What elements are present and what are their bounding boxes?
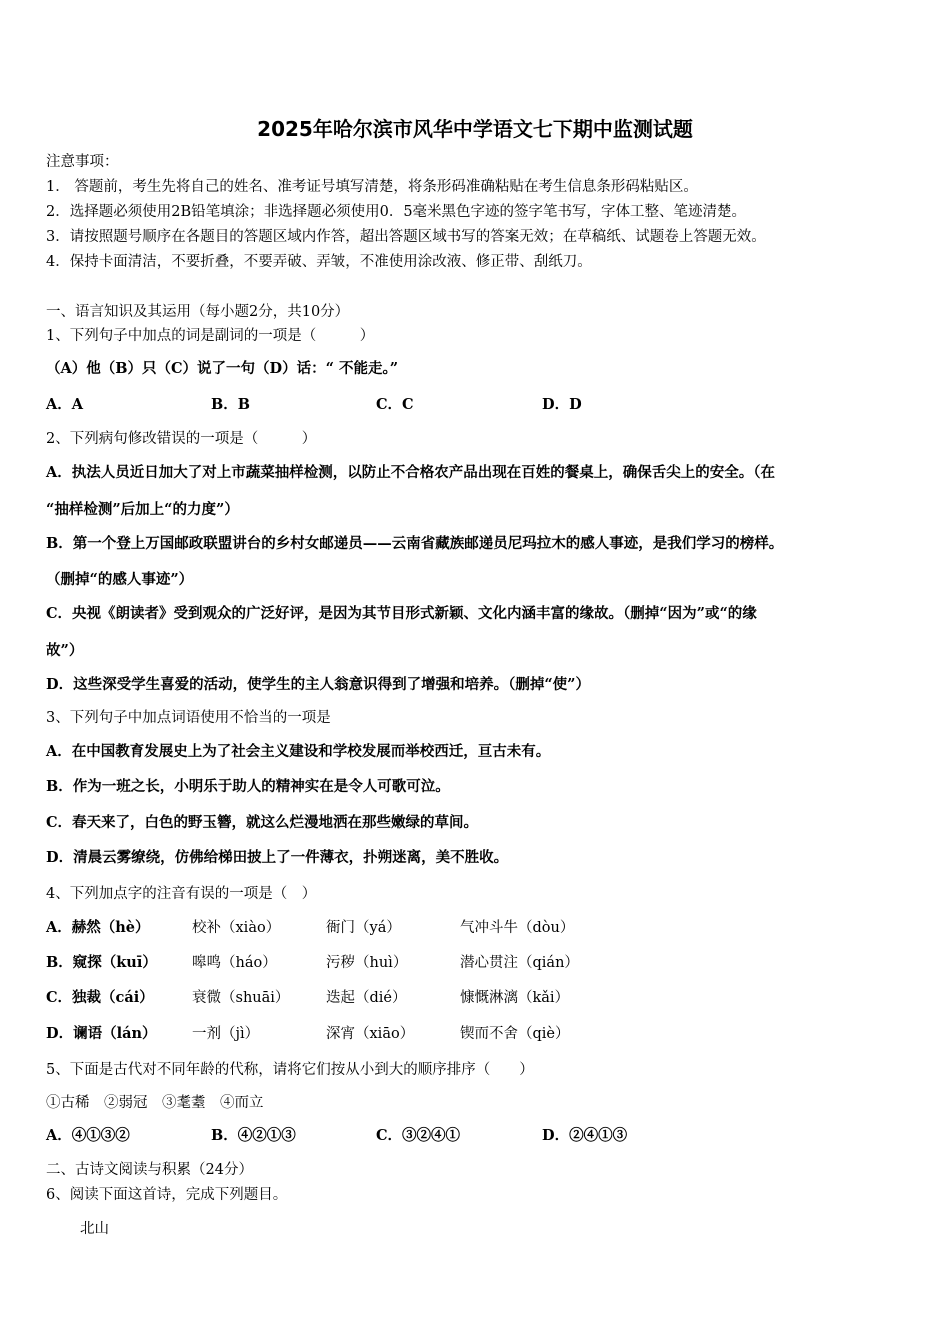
q5-items: ①古稀 ②弱冠 ③耄耋 ④而立 (46, 1095, 264, 1111)
q4-b-word-4: 潜心贯注（qián） (460, 955, 579, 971)
q4-stem: 4、下列加点字的注音有误的一项是（ ） (46, 886, 317, 902)
q4-b-word-2: 嗥鸣（háo） (192, 955, 277, 971)
q4-a-word-4: 气冲斗牛（dòu） (460, 920, 575, 936)
q5-option-a[interactable]: A．④①③② (46, 1127, 130, 1144)
q6-stem: 6、阅读下面这首诗，完成下列题目。 (46, 1187, 288, 1203)
q3-option-a: A．在中国教育发展史上为了社会主义建设和学校发展而举校西迁，亘古未有。 (46, 743, 551, 760)
q3-stem: 3、下列句子中加点词语使用不恰当的一项是 (46, 710, 331, 726)
q4-d-word-3: 深宵（xiāo） (326, 1026, 415, 1042)
notes-heading: 注意事项： (46, 154, 119, 170)
note-item-4: 4．保持卡面清洁，不要折叠，不要弄破、弄皱，不准使用涂改液、修正带、刮纸刀。 (46, 254, 592, 270)
section-1-heading: 一、语言知识及其运用（每小题2分，共10分） (46, 304, 350, 320)
q3-option-b: B．作为一班之长，小明乐于助人的精神实在是令人可歌可泣。 (46, 778, 450, 795)
q4-b-word-1: B．窥探（kuī） (46, 954, 157, 971)
page-title: 2025年哈尔滨市风华中学语文七下期中监测试题 (257, 117, 693, 141)
q2-option-b-line-2: （删掉“的感人事迹”） (46, 571, 194, 588)
q5-stem: 5、下面是古代对不同年龄的代称，请将它们按从小到大的顺序排序（ ） (46, 1062, 534, 1078)
q4-b-word-3: 污秽（huì） (326, 955, 408, 971)
q4-d-word-2: 一剂（jì） (192, 1026, 260, 1042)
q4-c-word-1: C．独裁（cái） (46, 989, 154, 1006)
q5-option-c[interactable]: C．③②④① (376, 1127, 461, 1144)
q4-a-word-3: 衙门（yá） (326, 920, 401, 936)
q1-option-d[interactable]: D．D (542, 396, 582, 413)
note-item-2: 2．选择题必须使用2B铅笔填涂；非选择题必须使用0．5毫米黑色字迹的签字笔书写，字体工整、笔迹清楚。 (46, 204, 747, 220)
q2-option-b-line-1: B．第一个登上万国邮政联盟讲台的乡村女邮递员——云南省藏族邮递员尼玛拉木的感人事迹，是我们学习的榜样。 (46, 535, 784, 552)
q1-sentence: （A）他（B）只（C）说了一句（D）话：“ 不能走。” (46, 360, 399, 377)
q4-a-word-2: 校补（xiào） (192, 920, 281, 936)
q1-option-b[interactable]: B．B (211, 396, 251, 413)
q4-c-word-4: 慷慨淋漓（kǎi） (460, 990, 570, 1006)
q2-option-d: D．这些深受学生喜爱的活动，使学生的主人翁意识得到了增强和培养。（删掉“使”） (46, 676, 591, 693)
q4-a-word-1: A．赫然（hè） (46, 919, 150, 936)
q2-option-c-line-2: 故”） (46, 642, 84, 659)
section-2-heading: 二、古诗文阅读与积累（24分） (46, 1162, 253, 1178)
q1-option-c[interactable]: C．C (376, 396, 414, 413)
q4-c-word-2: 衰微（shuāi） (192, 990, 290, 1006)
q1-stem: 1、下列句子中加点的词是副词的一项是（ ） (46, 328, 375, 344)
q5-option-d[interactable]: D．②④①③ (542, 1127, 628, 1144)
q2-stem: 2、下列病句修改错误的一项是（ ） (46, 431, 317, 447)
q5-option-b[interactable]: B．④②①③ (211, 1127, 296, 1144)
q2-option-a-line-1: A．执法人员近日加大了对上市蔬菜抽样检测，以防止不合格农产品出现在百姓的餐桌上，确保舌尖上的安全。（在 (46, 464, 775, 481)
q3-option-d: D．清晨云雾缭绕，仿佛给梯田披上了一件薄衣，扑朔迷离，美不胜收。 (46, 849, 509, 866)
note-item-1: 1． 答题前，考生先将自己的姓名、准考证号填写清楚，将条形码准确粘贴在考生信息条形码粘贴区。 (46, 179, 698, 195)
q2-option-c-line-1: C．央视《朗读者》受到观众的广泛好评，是因为其节目形式新颖、文化内涵丰富的缘故。（删掉“因为”或“的缘 (46, 605, 757, 622)
q4-c-word-3: 迭起（dié） (326, 990, 407, 1006)
q2-option-a-line-2: “抽样检测”后加上“的力度”） (46, 501, 239, 518)
poem-title: 北山 (80, 1221, 109, 1237)
q4-d-word-1: D．谰语（lán） (46, 1025, 157, 1042)
note-item-3: 3．请按照题号顺序在各题目的答题区域内作答，超出答题区域书写的答案无效；在草稿纸、试题卷上答题无效。 (46, 229, 766, 245)
q1-option-a[interactable]: A．A (46, 396, 84, 413)
q4-d-word-4: 锲而不舍（qiè） (460, 1026, 570, 1042)
q3-option-c: C．春天来了，白色的野玉簪，就这么烂漫地洒在那些嫩绿的草间。 (46, 814, 479, 831)
